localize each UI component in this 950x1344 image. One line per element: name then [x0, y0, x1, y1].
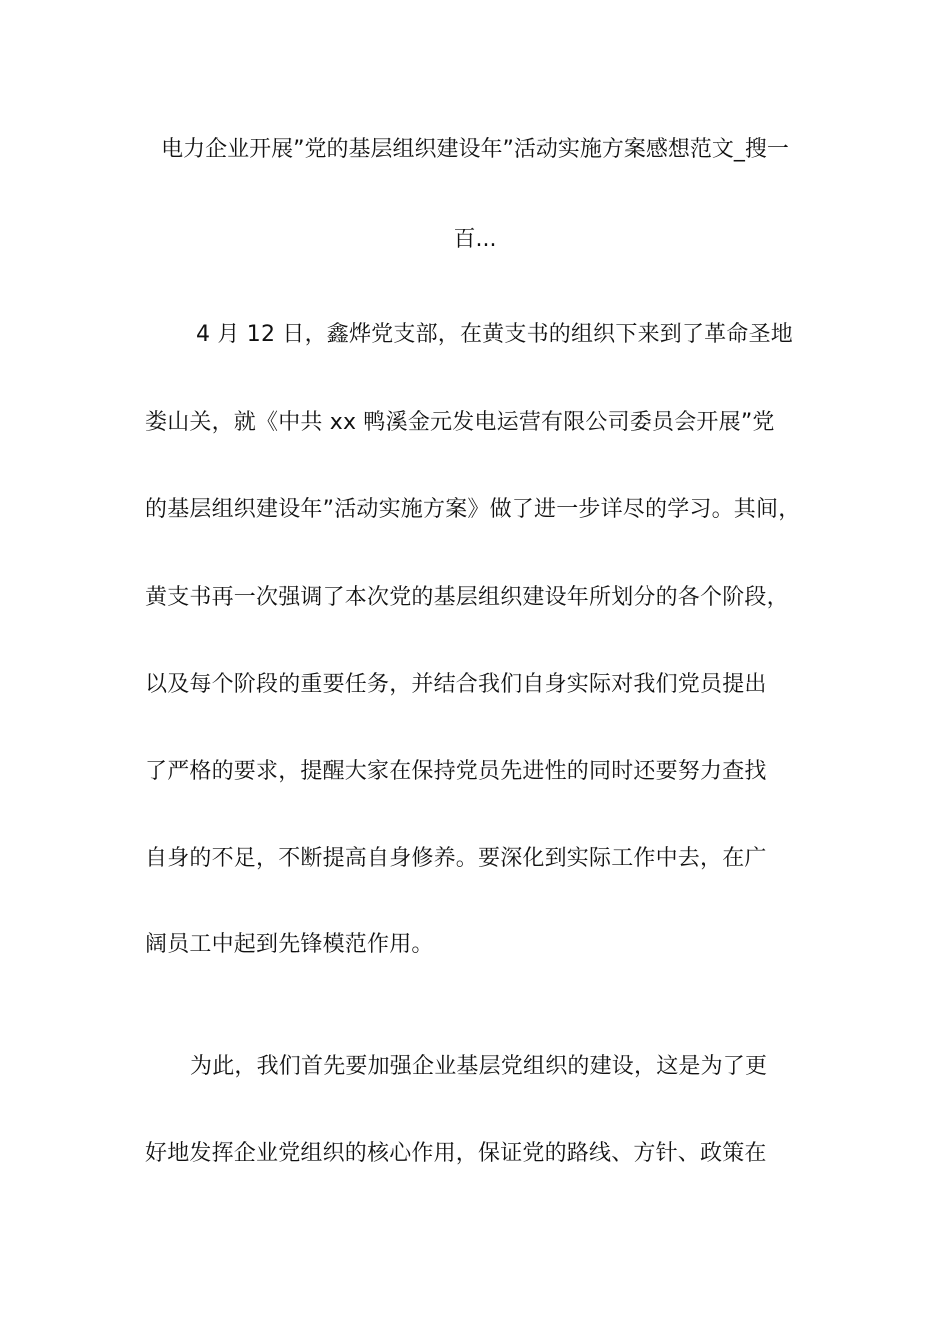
document-title-line-2: 百...	[453, 227, 497, 252]
paragraph-1-line-6: 了严格的要求，提醒大家在保持党员先进性的同时还要努力查找	[145, 759, 767, 784]
paragraph-2-line-1: 为此，我们首先要加强企业基层党组织的建设，这是为了更	[190, 1054, 768, 1079]
paragraph-1-line-7: 自身的不足，不断提高自身修养。要深化到实际工作中去，在广	[145, 846, 767, 871]
paragraph-1-line-2: 娄山关，就《中共 xx 鸭溪金元发电运营有限公司委员会开展”党	[145, 410, 775, 435]
paragraph-2-line-2: 好地发挥企业党组织的核心作用，保证党的路线、方针、政策在	[145, 1141, 767, 1166]
paragraph-1-line-3: 的基层组织建设年”活动实施方案》做了进一步详尽的学习。其间，	[145, 497, 801, 522]
paragraph-1-line-4: 黄支书再一次强调了本次党的基层组织建设年所划分的各个阶段，	[145, 585, 789, 610]
paragraph-1-line-1: 4 月 12 日，鑫烨党支部，在黄支书的组织下来到了革命圣地	[196, 322, 793, 347]
document-title-line-1: 电力企业开展”党的基层组织建设年”活动实施方案感想范文_搜一	[161, 137, 789, 162]
paragraph-1-line-8: 阔员工中起到先锋模范作用。	[145, 932, 434, 957]
paragraph-1-line-5: 以及每个阶段的重要任务，并结合我们自身实际对我们党员提出	[145, 672, 767, 697]
